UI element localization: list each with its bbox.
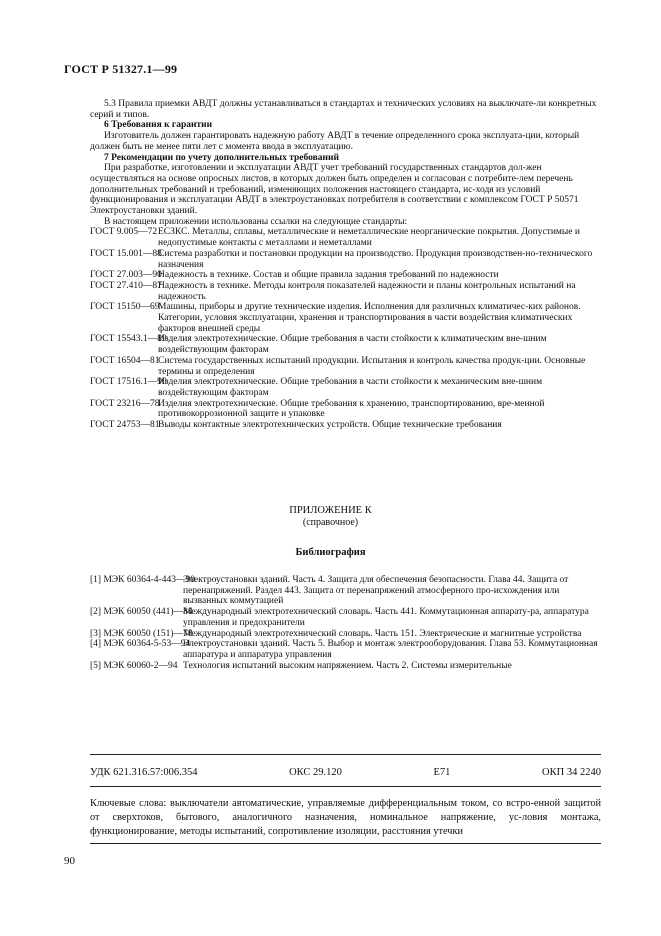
standard-code: ГОСТ 23216—78 [90,398,160,409]
bibliography-code: [4] МЭК 60364-5-53—94 [90,639,191,650]
standard-code: ГОСТ 27.410—87 [90,280,162,291]
appendix-title: ПРИЛОЖЕНИЕ К [289,505,372,516]
bibliography-description: Электроустановки зданий. Часть 5. Выбор и монтаж электрооборудования. Глава 53. Коммутационная аппаратура и аппаратура управления [183,639,598,660]
standard-description: Система государственных испытаний продукции. Испытания и контроль качества продук-ции. Основные термины и определения [158,355,586,377]
bibliography-list [90,575,601,671]
footer-divider-top [90,754,601,755]
standard-description: Надежность в технике. Методы контроля показателей надежности и планы контрольных испытаний на надежность [158,280,576,302]
bibliography-code: [5] МЭК 60060-2—94 [90,660,178,671]
bibliography-item [90,639,601,660]
standard-item [90,302,601,334]
standards-list [90,227,601,430]
standard-code: ГОСТ 9.005—72 [90,227,158,238]
standard-code: ГОСТ 17516.1—90 [90,377,167,388]
standard-code: ГОСТ 15150—69 [90,302,160,313]
section-6-heading: 6 Требования к гарантии [104,120,213,131]
standard-description: Изделия электротехнические. Общие требования в части стойкости к механическим вне-шним воздействующим факторам [158,377,543,398]
standard-item [90,270,601,281]
keywords-divider [90,843,601,844]
main-text-block [90,99,601,431]
standard-item [90,420,601,431]
standard-description: Изделия электротехнические. Общие требования в части стойкости к климатическим вне-шним воздействующим факторам [158,334,547,356]
clause-5-3: 5.3 Правила приемки АВДТ должны устанавливаться в стандартах и технических условиях на выключате-ли конкретных серий и типов. [90,99,597,120]
standard-description: ЕСЗКС. Металлы, сплавы, металлические и неметаллические неорганические покрытия. Допустимые и недопустимые контакты с металлами и неметаллами [158,227,580,249]
standard-code: ГОСТ 16504—81 [90,355,160,366]
standard-description: Система разработки и постановки продукции на производство. Продукция производствен-но-технического назначения [158,248,593,270]
page-number: 90 [64,855,75,867]
appendix-subtitle: (справочное) [302,517,359,528]
keywords-paragraph: Ключевые слова: выключатели автоматические, управляемые дифференциальным током, со встро-енной защитой от сверхтоков, бытового, аналогичного назначения, номинальное напряжение, ус-ловия монтажа, функционирование, методы испытаний, сопротивление изоляции, расстояния утечки [90,798,601,837]
bibliography-description: Электроустановки зданий. Часть 4. Защита для обеспечения безопасности. Глава 44. Защита от перенапряжений. Раздел 443. Защита от перенапряжений атмосферного про-исхождения или вызванных коммутацией [183,575,569,607]
bibliography-title: Библиография [295,547,366,558]
standard-code: ГОСТ 15.001—88 [90,248,162,259]
section-6-text: Изготовитель должен гарантировать надежную работу АВДТ в течение определенного срока эксплуата-ции, который должен быть не менее пяти лет с момента ввода в эксплуатацию. [90,131,580,152]
bibliography-description: Технология испытаний высоким напряжением. Часть 2. Системы измерительные [183,660,512,671]
bibliography-description: Международный электротехнический словарь. Часть 151. Электрические и магнитные устройства [183,628,582,639]
page-header-title: ГОСТ Р 51327.1—99 [64,62,178,76]
section-7-text: При разработке, изготовлении и эксплуатации АВДТ учет требований государственных стандартов дол-жен осуществляться на основе опросных листов, в которых должен быть определен и согласован с потребите-лем перечень дополнительных требований и требований, изменяющих положения настоящего стандарта, ис-ходя из условий функционирования и эксплуатации АВДТ в электроустановках потребителя в соответствии с комплексом ГОСТ Р 50571 Электроустановки зданий. [90,163,579,217]
standard-item [90,356,601,377]
standard-item [90,249,601,270]
standard-description: Выводы контактные электротехнических устройств. Общие технические требования [158,420,502,431]
standard-description: Машины, приборы и другие технические изделия. Исполнения для различных климатичес-ких районов. Категории, условия эксплуатации, хранения и транспортирования в части воздействия климатических факторов внешней среды [158,302,581,334]
bibliography-item [90,661,601,672]
standard-code: ГОСТ 15543.1—89 [90,334,167,345]
standard-item [90,377,601,398]
udk-code: УДК 621.316.57:006.354 [90,767,198,778]
standard-description: Надежность в технике. Состав и общие правила задания требований по надежности [158,270,499,281]
standard-item [90,227,601,248]
bibliography-code: [3] МЭК 60050 (151)—78 [90,628,193,639]
standard-item [90,281,601,302]
references-intro: В настоящем приложении использованы ссылки на следующие стандарты: [104,216,408,227]
bibliography-item [90,607,601,628]
standard-code: ГОСТ 24753—81 [90,420,160,431]
classification-footer [90,767,601,778]
oks-code: ОКС 29.120 [289,767,342,778]
bibliography-code: [1] МЭК 60364-4-443—90 [90,575,195,585]
standard-code: ГОСТ 27.003—90 [90,270,162,281]
bibliography-item [90,629,601,640]
bibliography-item [90,575,601,607]
section-7-heading: 7 Рекомендации по учету дополнительных требований [104,152,339,163]
bibliography-description: Международный электротехнический словарь. Часть 441. Коммутационная аппарату-ра, аппаратура управления и предохранители [183,607,589,628]
standard-item [90,399,601,420]
standard-item [90,334,601,355]
e-code: Е71 [433,767,451,778]
bibliography-code: [2] МЭК 60050 (441)—84 [90,607,193,618]
okp-code: ОКП 34 2240 [542,767,601,778]
standard-description: Изделия электротехнические. Общие требования к хранению, транспортированию, вре-менной противокоррозионной защите и упаковке [158,398,545,420]
footer-divider-bottom [90,786,601,787]
